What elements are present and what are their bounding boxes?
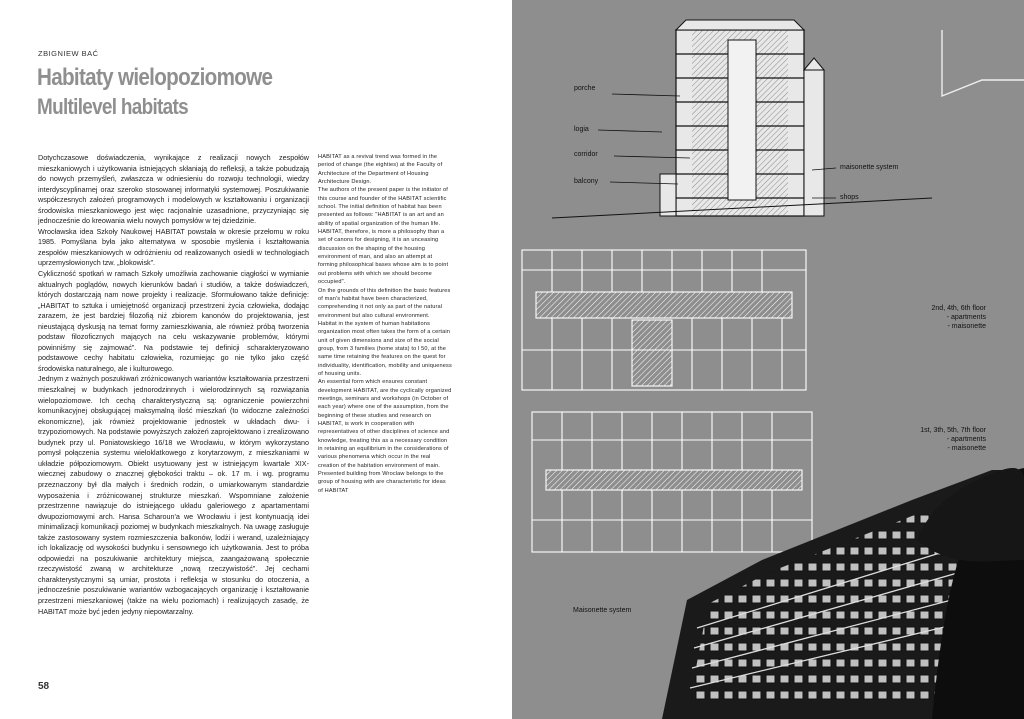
floor-label-line: - maisonette	[947, 323, 986, 330]
floor-label-title: 1st, 3th, 5th, 7th floor	[920, 427, 986, 434]
polish-text-column	[38, 153, 309, 617]
paragraph: Wrocławska idea Szkoły Naukowej HABITAT powstała w okresie przełomu w roku 1985. Pomyślana była jako alternatywa w sposobie myślenia i kształtowania zespołów mieszkaniowych w odróżnieniu od realizowanych osiedli w technologiach uprzemysłowionych tzw. „blokowisk”.	[38, 226, 309, 268]
paragraph: The authors of the present paper is the initiator of this course and founder of the HABITAT scientific school. The initial definition of habitat has been presented as follows: "HABITAT is an art and an ability of spatial organization of the human life. HABITAT, therefore, is more a philosophy than a set of canons for designing, it is an unceasing discussion on the shaping of the housing environment of man, and also an attempt at forming philosophical bases whose aim is to point out problems with which we should become occupied".	[318, 187, 449, 286]
floor-label-upper	[872, 304, 986, 331]
label-porche: porche	[574, 85, 596, 92]
paragraph: Cykliczność spotkań w ramach Szkoły umożliwia zachowanie ciągłości w wymianie aktualnych poglądów, nowych kierunków badań i studiów, a także doświadczeń, których dostarczają nam nowe projekty i realizacje. Sformułowano także definicję: „HABITAT to sztuka i umiejętność organizacji przestrzeni życia człowieka, dodając zarazem, że jest bardziej filozofią niż zbiorem kanonów do projektowania, jest nieustającą dyskusją na temat formy zamieszkiwania, ale również próbą tworzenia podstaw filozoficznych mających na celu wskazywanie problemów, którymi powinniśmy się zajmować”. Na podstawie tej definicji scharakteryzowano podstawowe cechy habitatu człowieka, rozumiejąc go nie tylko jako część środowiska naturalnego, ale i kulturowego.	[38, 269, 309, 373]
label-logia: logia	[574, 126, 589, 133]
paragraph: Habitat in the system of human habitations organization most often takes the form of a certain unit of given dimensions and size of the social group, from 3 families (home stats) to l 50, at the same time retaining the features on the quest for individuality, identification, mobility and uniqueness of housing units.	[318, 320, 452, 377]
paragraph: HABITAT as a revival trend was formed in the period of change (the eighties) at the Faculty of Architecture of the Department of Housing Architecture Design.	[318, 154, 443, 186]
floor-label-line: - apartments	[946, 314, 986, 321]
label-balcony: balcony	[574, 178, 599, 185]
title-english: Multilevel habitats	[37, 94, 188, 119]
floor-label-line: - apartments	[946, 436, 986, 443]
floor-label-line: - maisonette	[947, 445, 986, 452]
paragraph: Presented building from Wroclaw belongs to the group of housing with are characteristic for ideas of HABITAT	[318, 471, 446, 494]
paragraph: On the grounds of this definition the basic features of man's habitat have been characterized, comprehending it not only as part of the natural environment but also cultural environment.	[318, 287, 451, 319]
building-section-drawing	[552, 20, 1024, 218]
paragraph: An essential form which ensures constant development HABITAT, are the cyclically organized meetings, seminars and workshops (in October of each year) where one of the assumption, from the beginning of these studies and research on HABITAT, is work in cooperation with representatives of other disciplines of science and knowledge, treating this as a necessary condition in retaining an equilibrium in the considerations of various phenomena which occur in the real creation of the habitation environment of main.	[318, 379, 452, 469]
floor-plan-upper	[522, 250, 806, 390]
floor-label-title: 2nd, 4th, 6th floor	[931, 305, 986, 312]
paragraph: Jednym z ważnych poszukiwań zróżnicowanych wariantów kształtowania przestrzeni mieszkalnej w budynkach jednorodzinnych i wielorodzinnych są rozwiązania wielopoziomowe. Ich cechą charakterystyczną są: ograniczenie powierzchni komunikacyjnej obsługującej maksymalną ilość mieszkań (to widoczne zależności ekonomiczne), jak również projektowanie jednostek w układach dwu- i trzypoziomowych. Na podstawie powyższych założeń zaprojektowano i zrealizowano budynek przy ul. Poniatowskiego 16/18 we Wrocławiu, w którym wykorzystano pomysł połączenia systemu wieloklatkowego z korytarzowym, z mieszkaniami w układzie półpoziomowym. Obiekt usytuowany jest w istniejącym kwartale XIX-wiecznej zabudowy o znacznej głębokości traktu – ok. 17 m. i wg. programu przeznaczony był dla małych i średnich rodzin, o umiarkowanym standardzie wyposażenia i zróżnicowanej strukturze mieszkań. Wspomniane założenie przestrzenne nawiązuje do istniejącego układu galeriowego z apartamentami dwupoziomowymi arch. Hansa Scharoun'a we Wrocławiu i jest kontynuacją idei minimalizacji komunikacji poziomej w budynkach mieszkalnych. Na uwagę zasługuje także zastosowany system rozmieszczenia balkonów, lodżi i werand, uzależniający ich lokalizację od wysokości budynku i sensownego ich użytkowania. Jest to próba odpowiedzi na poszukiwanie architektury miejsca, zaangażowaną społecznie rzeczywistość zwaną w architekturze „nową rzeczywistość”. Jej cechami charakterystycznymi są umiar, prostota i refleksja w stosunku do otoczenia, a jednocześnie poszukiwanie wariantów wzbogacających organizację i kształtowanie przestrzeni mieszkaniowej (także na wielu poziomach) i realizujących zasadę, że HABITAT może być jeden jedyny niepowtarzalny.	[38, 374, 309, 616]
page-number: 58	[38, 681, 50, 692]
label-maisonette-system: maisonette system	[840, 164, 899, 171]
floor-label-lower	[872, 426, 986, 453]
right-page-illustrations	[512, 0, 1024, 719]
title-polish: Habitaty wielopoziomowe	[37, 64, 273, 91]
paragraph: Dotychczasowe doświadczenia, wynikające z realizacji nowych zespołów mieszkaniowych i użytkowania istniejących skłaniają do refleksji, a także pobudzają do nowych przemyśleń, zwłaszcza w odniesieniu do rozwoju technologii, wiedzy interdyscyplinarnej oraz szeroko stosowanej informatyki systemowej. Poszukiwanie współczesnych założeń programowych i modelowych w kształtowaniu i organizacji środowiska mieszkaniowego jest więc racjonalnie uzasadnione, przyczyniając się jednocześnie do kreowania wielu nowych pomysłów w tej dziedzinie.	[38, 153, 309, 226]
english-text-column	[318, 153, 452, 495]
label-shops: shops	[840, 194, 859, 201]
label-corridor: corridor	[574, 151, 598, 158]
floor-plan-lower	[532, 412, 812, 552]
author-name: ZBIGNIEW BAĆ	[38, 49, 99, 58]
photo-caption: Maisonette system	[573, 607, 632, 614]
